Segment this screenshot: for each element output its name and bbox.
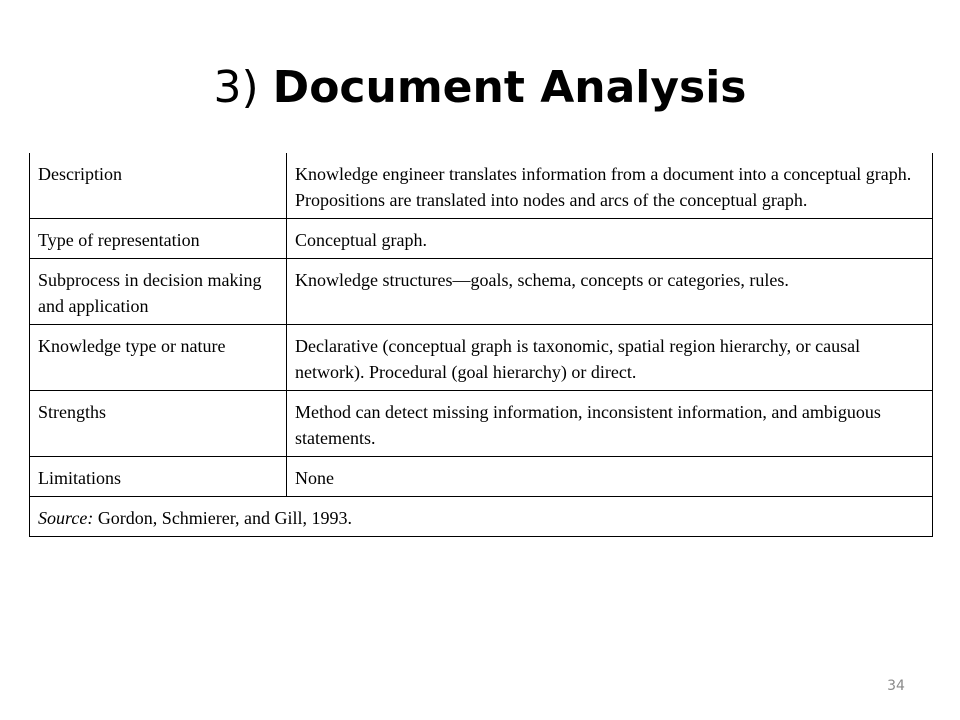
row-label: Strengths — [30, 391, 287, 457]
slide-title — [0, 58, 960, 118]
table-row-limitations — [30, 457, 933, 497]
title-text: Document Analysis — [272, 62, 747, 113]
row-label: Type of representation — [30, 219, 287, 259]
row-value: Knowledge structures—goals, schema, concepts or categories, rules. — [287, 259, 933, 325]
source-label: Source: — [38, 508, 94, 528]
title-number: 3) — [213, 62, 259, 113]
row-value: Conceptual graph. — [287, 219, 933, 259]
table-row-source — [30, 497, 933, 537]
row-label: Description — [30, 153, 287, 219]
row-value: None — [287, 457, 933, 497]
source-cell — [30, 497, 933, 537]
page-number: 34 — [887, 678, 905, 694]
table-row-subprocess — [30, 259, 933, 325]
table-row-strengths — [30, 391, 933, 457]
document-analysis-table — [29, 153, 932, 537]
row-value: Declarative (conceptual graph is taxonomic, spatial region hierarchy, or causal network). Procedural (goal hierarchy) or direct. — [287, 325, 933, 391]
source-text: Gordon, Schmierer, and Gill, 1993. — [97, 508, 353, 528]
info-table — [29, 153, 933, 537]
table-row-description — [30, 153, 933, 219]
row-label: Knowledge type or nature — [30, 325, 287, 391]
row-value: Method can detect missing information, inconsistent information, and ambiguous statements. — [287, 391, 933, 457]
row-label: Subprocess in decision making and application — [30, 259, 287, 325]
table-row-knowledge-type — [30, 325, 933, 391]
row-value: Knowledge engineer translates information from a document into a conceptual graph. Propositions are translated into nodes and arcs of the conceptual graph. — [287, 153, 933, 219]
table-row-type-of-representation — [30, 219, 933, 259]
row-label: Limitations — [30, 457, 287, 497]
